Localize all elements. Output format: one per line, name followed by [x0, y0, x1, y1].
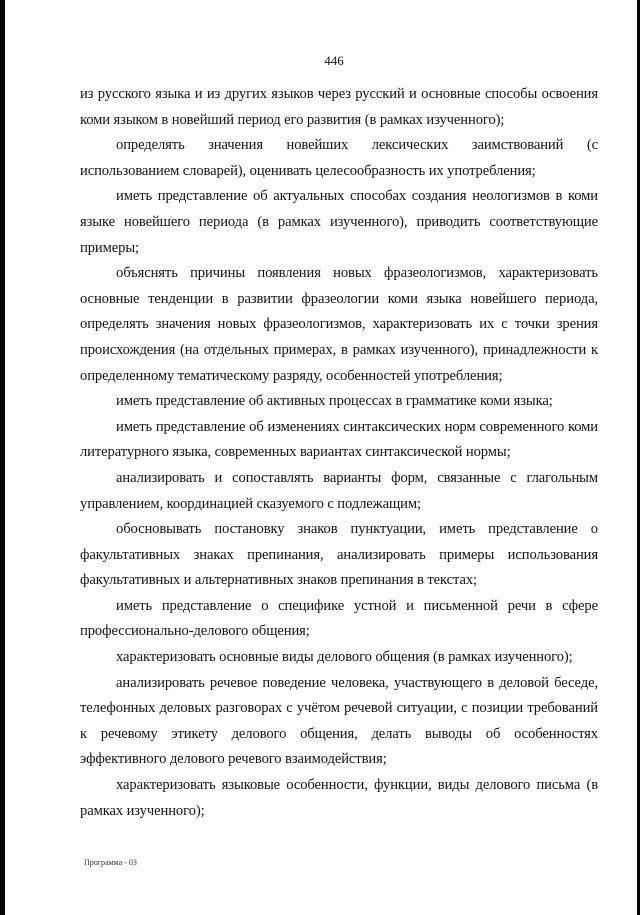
- paragraph-3: иметь представление об актуальных способах создания неологизмов в коми языке новейшего периода (в рамках изученного), приводить соответствующие примеры;: [80, 188, 598, 256]
- paragraph-9: иметь представление о специфике устной и письменной речи в сфере профессионально-делового общения;: [80, 597, 598, 640]
- page-edge-left: [0, 0, 5, 915]
- paragraph-4: объяснять причины появления новых фразеологизмов, характеризовать основные тенденции в развитии фразеологии коми языка новейшего периода, определять значения новых фразеологизмов, характеризовать их с точки зрения происхождения (на отдельных примерах, в рамках изученного), принадлежности к определенному тематическому разряду, особенностей употребления;: [80, 265, 598, 384]
- paragraph-1: из русского языка и из других языков через русский и основные способы освоения коми языком в новейший период его развития (в рамках изученного);: [80, 86, 598, 128]
- paragraph-8: обосновывать постановку знаков пунктуации, иметь представление о факультативных знаках препинания, анализировать примеры использования факультативных и альтернативных знаков препинания в текстах;: [80, 521, 598, 589]
- paragraph-7: анализировать и сопоставлять варианты форм, связанные с глагольным управлением, координацией сказуемого с подлежащим;: [80, 469, 598, 512]
- paragraph-5: иметь представление об активных процессах в грамматике коми языка;: [116, 393, 553, 410]
- footer-label: Программа - 03: [84, 858, 137, 867]
- paragraph-10: характеризовать основные виды делового общения (в рамках изученного);: [116, 649, 573, 666]
- paragraph-11: анализировать речевое поведение человека, участвующего в деловой беседе, телефонных деловых разговорах с учётом речевой ситуации, с позиции требований к речевому этикету делового общения, делать выводы об особенностях эффективного делового речевого взаимодействия;: [80, 674, 598, 768]
- paragraph-6: иметь представление об изменениях синтаксических норм современного коми литературного языка, современных вариантах синтаксической нормы;: [80, 418, 598, 461]
- document-body: [80, 82, 598, 824]
- paragraph-2: определять значения новейших лексических заимствований (с использованием словарей), оценивать целесообразность их употребления;: [80, 137, 598, 179]
- paragraph-12: характеризовать языковые особенности, функции, виды делового письма (в рамках изученного);: [80, 777, 598, 819]
- page-number: 446: [324, 53, 344, 68]
